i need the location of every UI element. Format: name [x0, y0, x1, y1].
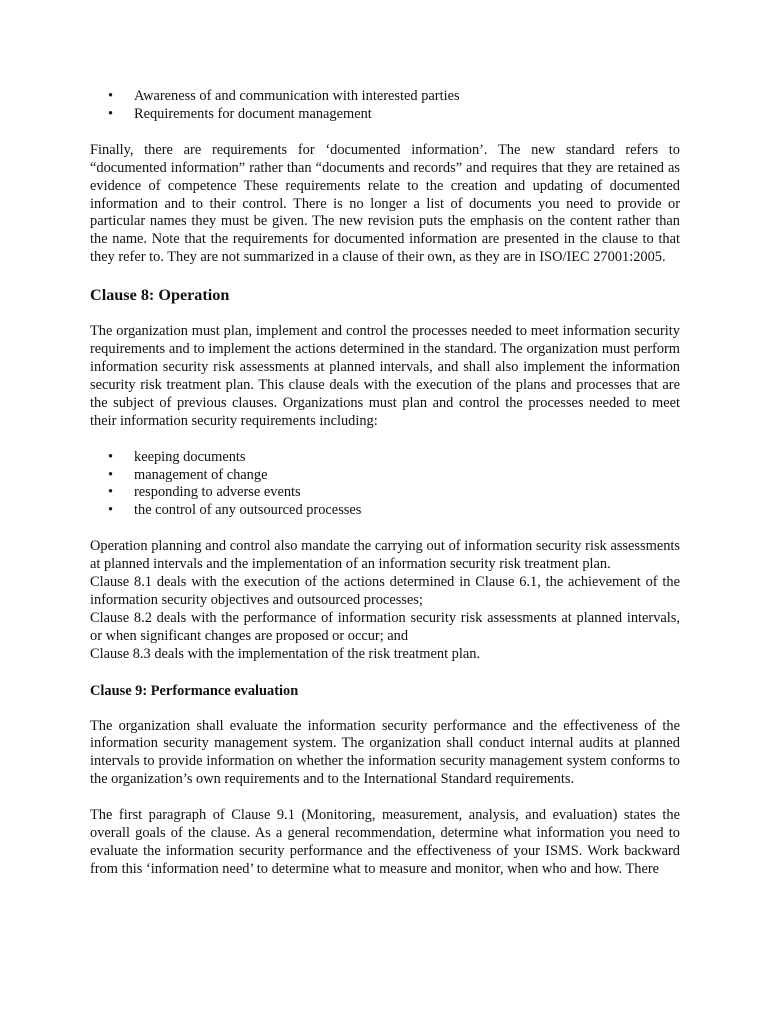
- clause-9-1-paragraph: The first paragraph of Clause 9.1 (Monitoring, measurement, analysis, and evaluation) states the overall goals of the clause. As a general recommendation, determine what information you need to evaluate the information security performance and the effectiveness of your ISMS. Work backward from this ‘information need’ to determine what to measure and monitor, when who and how. There: [90, 807, 680, 877]
- list-item: • responding to adverse events: [108, 484, 301, 501]
- clause-8-paragraph: The organization must plan, implement and control the processes needed to meet information security requirements and to implement the actions determined in the standard. The organization must perform information security risk assessments at planned intervals, and shall also implement the information security risk treatment plan. This clause deals with the execution of the plans and processes that are the subject of previous clauses. Organizations must plan and control the processes needed to meet their information security requirements including:: [90, 323, 680, 429]
- clause-9-heading: Clause 9: Performance evaluation: [90, 682, 299, 699]
- clause-9-paragraph: The organization shall evaluate the information security performance and the effectiveness of the information security management system. The organization shall conduct internal audits at planned intervals to provide information on whether the information security management system conforms to the organization’s own requirements and to the International Standard requirements.: [90, 717, 680, 788]
- list-item: • management of change: [108, 466, 268, 483]
- clause-8-3-line: Clause 8.3 deals with the implementation of the risk treatment plan.: [90, 645, 481, 662]
- list-item: • the control of any outsourced processes: [108, 502, 362, 519]
- operation-planning-paragraph: Operation planning and control also mandate the carrying out of information security risk assessments at planned intervals and the implementation of an information security risk treatment plan.: [90, 538, 680, 573]
- clause-8-1-line: Clause 8.1 deals with the execution of the actions determined in Clause 6.1, the achievement of the information security objectives and outsourced processes;: [90, 574, 680, 608]
- clause-8-2-line: Clause 8.2 deals with the performance of information security risk assessments at planned intervals, or when significant changes are proposed or occur; and: [90, 609, 680, 644]
- list-item: • Requirements for document management: [108, 105, 372, 122]
- top-bullet-list: [90, 88, 680, 124]
- documented-information-paragraph: Finally, there are requirements for ‘documented information’. The new standard refers to “documented information” rather than “documents and records” and requires that they are retained as evidence of competence These requirements relate to the creation and updating of documented information and to their control. There is no longer a list of documents you need to provide or particular names they must be given. The new revision puts the emphasis on the content rather than the name. Note that the requirements for documented information are presented in the clause to that they refer to. They are not summarized in a clause of their own, as they are in ISO/IEC 27001:2005.: [90, 141, 680, 266]
- clause-8-heading: Clause 8: Operation: [90, 286, 230, 305]
- list-item: • keeping documents: [108, 448, 246, 465]
- clause-8-bullet-list: [90, 449, 680, 521]
- document-page: [90, 88, 680, 879]
- list-item: • Awareness of and communication with interested parties: [108, 88, 460, 104]
